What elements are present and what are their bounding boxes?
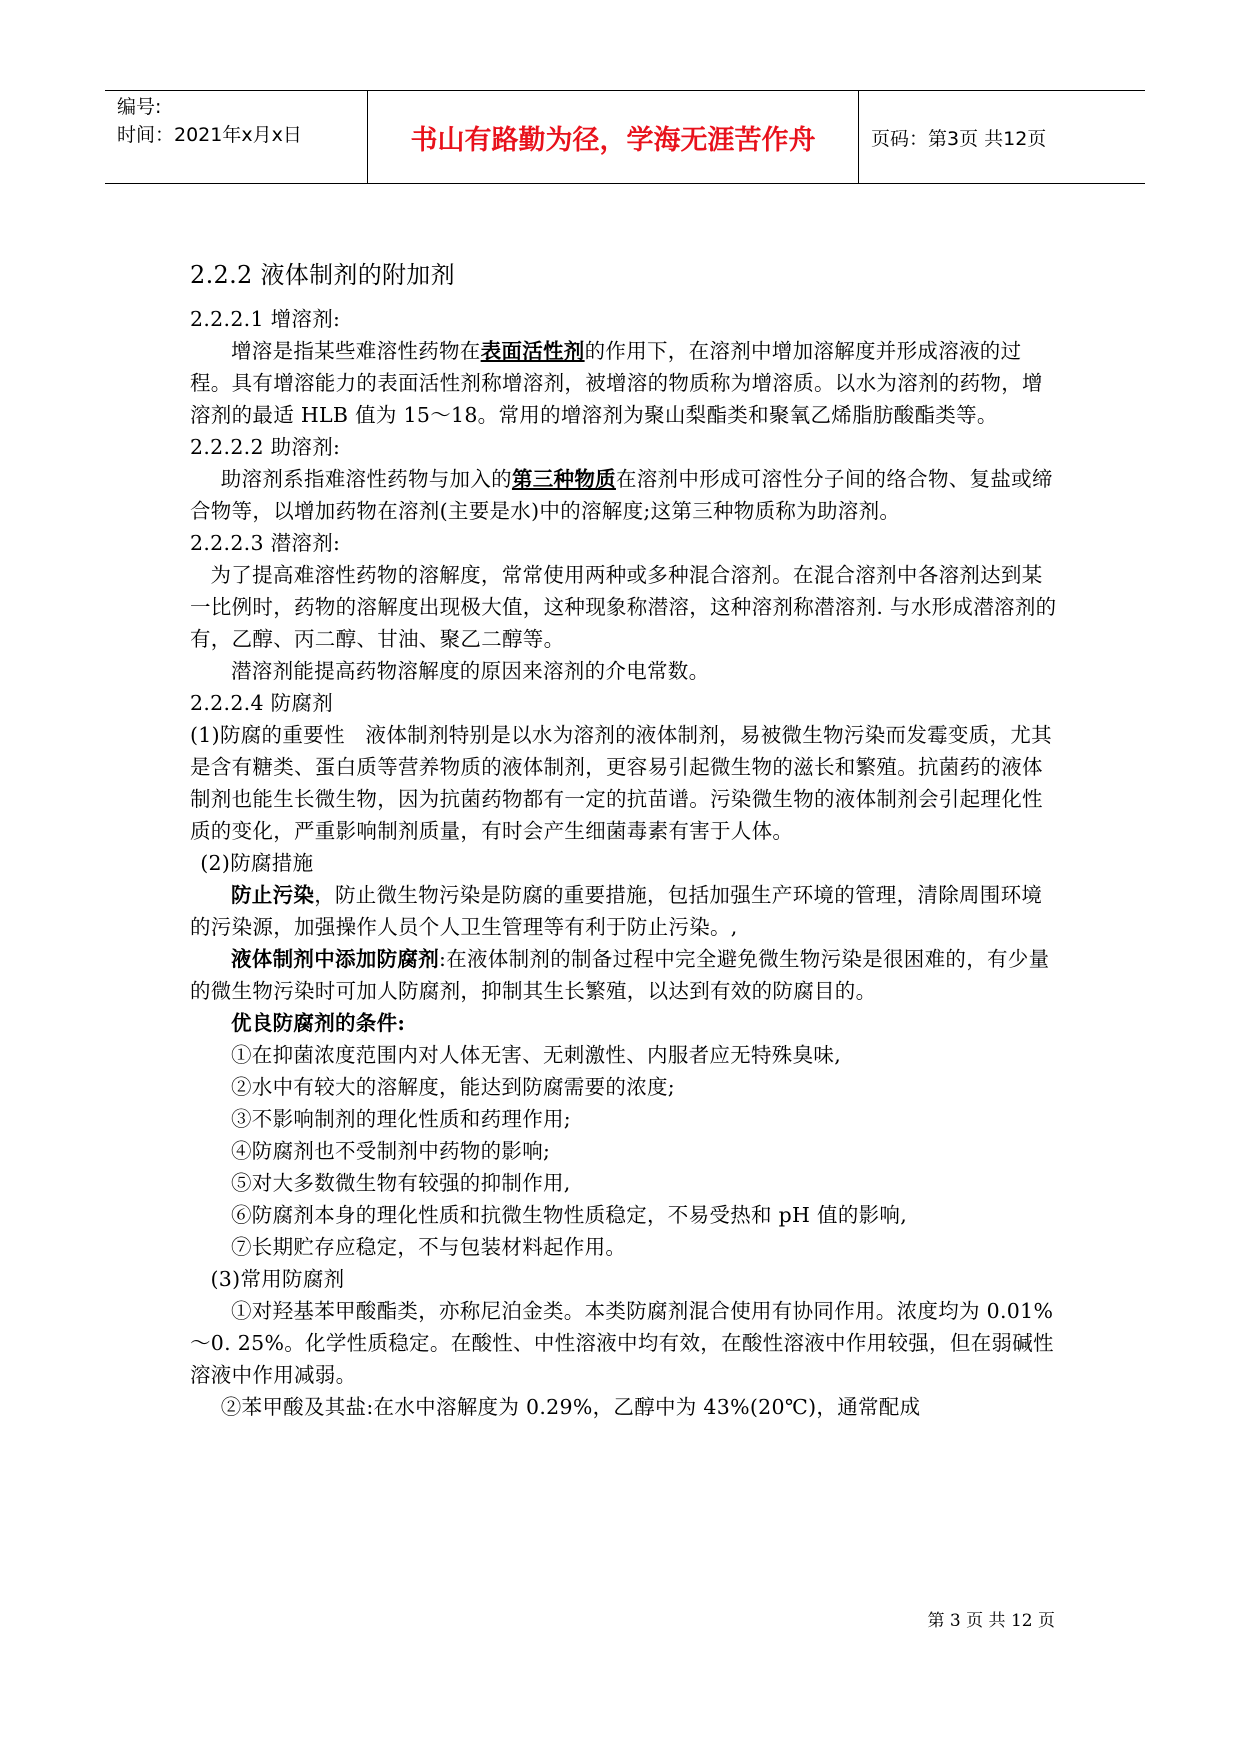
paragraph-benzoic-acid: ②苯甲酸及其盐:在水中溶解度为 0.29%，乙醇中为 43%(20℃)，通常配成 — [220, 1395, 921, 1419]
paragraph-solubilizer — [190, 335, 1060, 431]
subsection-heading-latent-solvent: 2.2.2.3 潜溶剂: — [190, 531, 341, 555]
term-surfactant: 表面活性剂 — [480, 339, 585, 363]
paragraph-latent-solvent: 为了提高难溶性药物的溶解度，常常使用两种或多种混合溶剂。在混合溶剂中各溶剂达到某一比例时，药物的溶解度出现极大值，这种现象称潜溶，这种溶剂称潜溶剂. 与水形成潜溶剂的有，乙醇、丙二醇、甘油、聚乙二醇等。 — [190, 563, 1057, 651]
condition-item: ⑦长期贮存应稳定，不与包装材料起作用。 — [231, 1235, 627, 1259]
paragraph-latent-solvent-reason: 潜溶剂能提高药物溶解度的原因来溶剂的介电常数。 — [231, 659, 710, 683]
document-time-label: 时间：2021年x月x日 — [117, 124, 302, 146]
condition-item: ①在抑菌浓度范围内对人体无害、无刺激性、内服者应无特殊臭味, — [231, 1043, 842, 1067]
text-run: 助溶剂系指难溶性药物与加入的 — [220, 467, 512, 491]
text-run: 的作用下，在溶剂中增加溶解度并形成溶液的过程。具有增溶能力的表面活性剂称增溶剂，被增溶的物质称为增溶质。以水为溶剂的药物，增溶剂的最适 HLB 值为 15～18。常用的增溶剂为聚山梨酯类和聚氧乙烯脂肪酸酯类等。 — [190, 339, 1043, 427]
term-third-substance: 第三种物质 — [511, 467, 616, 491]
term-add-preservative: 液体制剂中添加防腐剂 — [231, 947, 439, 971]
page-header — [105, 90, 1145, 184]
header-meta — [117, 93, 367, 149]
text-run: :在液体制剂的制备过程中完全避免微生物污染是很困难的，有少量的微生物污染时可加人防腐剂，抑制其生长繁殖，以达到有效的防腐目的。 — [190, 947, 1050, 1003]
paragraph-add-preservative — [190, 943, 1060, 1007]
condition-item: ⑤对大多数微生物有较强的抑制作用, — [231, 1171, 571, 1195]
conditions-heading: 优良防腐剂的条件: — [231, 1011, 406, 1035]
condition-item: ⑥防腐剂本身的理化性质和抗微生物性质稳定，不易受热和 pH 值的影响, — [231, 1203, 908, 1227]
subsection-heading-solubilizer: 2.2.2.1 增溶剂: — [190, 307, 341, 331]
header-page-label: 页码：第3页 共12页 — [871, 127, 1047, 150]
paragraph-cosolvent-aid — [190, 463, 1060, 527]
paragraph-prevent-contamination — [190, 879, 1060, 943]
page-footer: 第 3 页 共 12 页 — [927, 1611, 1055, 1631]
condition-item: ③不影响制剂的理化性质和药理作用; — [231, 1107, 572, 1131]
document-number-label: 编号: — [117, 96, 162, 118]
subsection-heading-preservative: 2.2.2.4 防腐剂 — [190, 691, 334, 715]
paragraph-preservation-importance: (1)防腐的重要性 液体制剂特别是以水为溶剂的液体制剂，易被微生物污染而发霉变质，尤其是含有糖类、蛋白质等营养物质的液体制剂，更容易引起微生物的滋长和繁殖。抗菌药的液体制剂也能生长微生物，因为抗菌药物都有一定的抗苗谱。污染微生物的液体制剂会引起理化性质的变化，严重影响制剂质量，有时会产生细菌毒素有害于人体。 — [190, 723, 1052, 843]
text-run: ，防止微生物污染是防腐的重要措施，包括加强生产环境的管理，清除周围环境的污染源，加强操作人员个人卫生管理等有利于防止污染。, — [190, 883, 1043, 939]
text-run: 增溶是指某些难溶性药物在 — [231, 339, 481, 363]
common-preservatives-heading: (3)常用防腐剂 — [210, 1267, 345, 1291]
document-body — [190, 255, 1060, 1423]
preservation-measures-heading: (2)防腐措施 — [200, 851, 314, 875]
text-run: 在溶剂中形成可溶性分子间的络合物、复盐或缔合物等，以增加药物在溶剂(主要是水)中的溶解度;这第三种物质称为助溶剂。 — [190, 467, 1053, 523]
section-title: 2.2.2 液体制剂的附加剂 — [190, 261, 455, 289]
conditions-list — [190, 1039, 1060, 1263]
term-prevent-contamination: 防止污染 — [231, 883, 315, 907]
header-motto: 书山有路勤为径，学海无涯苦作舟 — [410, 124, 816, 156]
condition-item: ④防腐剂也不受制剂中药物的影响; — [231, 1139, 551, 1163]
header-divider — [858, 91, 859, 183]
paragraph-parabens: ①对羟基苯甲酸酯类，亦称尼泊金类。本类防腐剂混合使用有协同作用。浓度均为 0.01%～0. 25%。化学性质稳定。在酸性、中性溶液中均有效，在酸性溶液中作用较强，但在弱碱性溶液中作用减弱。 — [190, 1299, 1054, 1387]
condition-item: ②水中有较大的溶解度，能达到防腐需要的浓度; — [231, 1075, 676, 1099]
subsection-heading-cosolvent-aid: 2.2.2.2 助溶剂: — [190, 435, 341, 459]
